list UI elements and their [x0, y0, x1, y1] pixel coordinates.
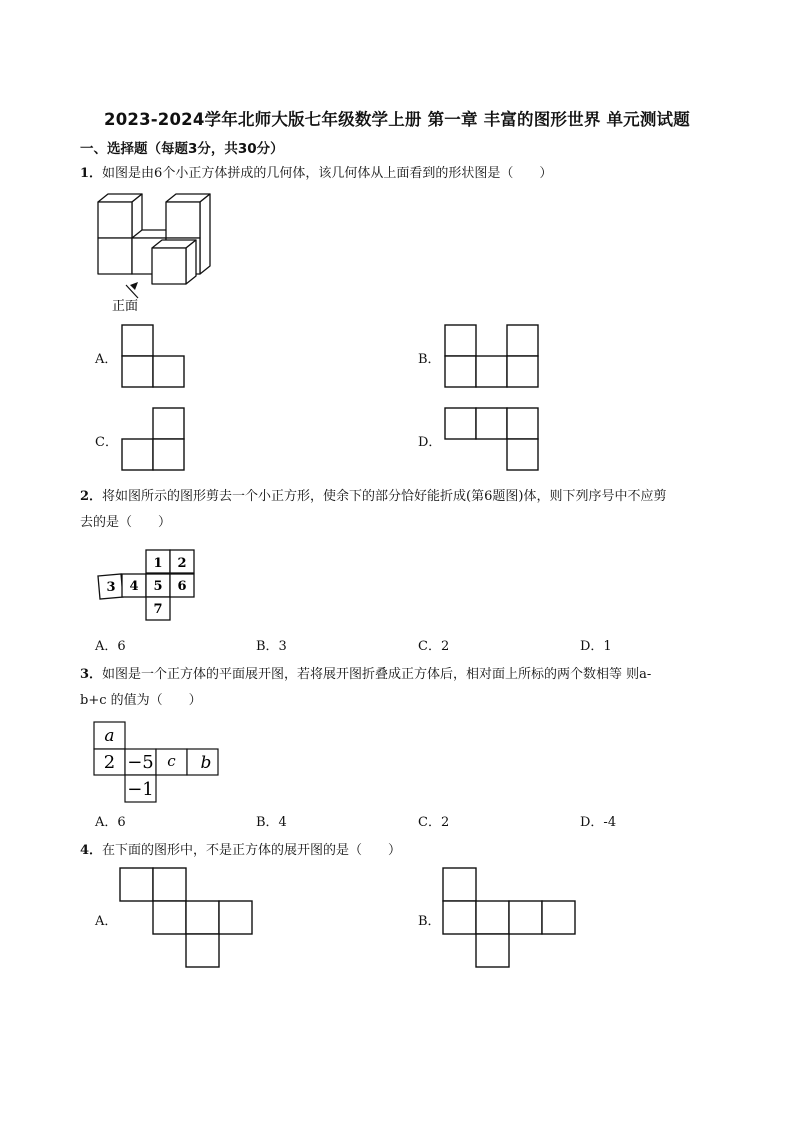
- q2-option-d[interactable]: D．1: [580, 639, 612, 654]
- section-heading: 一、选择题（每题3分，共30分）: [80, 141, 284, 157]
- question-4-text: 在下面的图形中，不是正方体的展开图的是（ ）: [102, 843, 402, 858]
- question-3-text-line1: 如图是一个正方体的平面展开图，若将展开图折叠成正方体后，相对面上所标的两个数相等 则a-: [102, 667, 652, 682]
- question-3-number: 3．: [80, 667, 103, 682]
- q3-cell-neg1: −1: [127, 779, 154, 800]
- q2-option-a[interactable]: A．6: [95, 639, 126, 654]
- question-2-text-line1: 将如图所示的图形剪去一个小正方形，使余下的部分恰好能折成(第6题图)体，则下列序号中不应剪: [102, 489, 667, 504]
- q3-option-c[interactable]: C．2: [418, 815, 450, 830]
- question-1-number: 1．: [80, 166, 103, 181]
- q1-solid-figure: [90, 190, 230, 320]
- front-label: 正面: [112, 299, 139, 314]
- q2-cell-4: 4: [129, 579, 139, 594]
- q3-cell-c: c: [167, 752, 176, 770]
- q2-option-c[interactable]: C．2: [418, 639, 450, 654]
- q1-option-b-label: B．: [418, 352, 441, 367]
- q3-cell-b: b: [200, 753, 212, 773]
- question-2-number: 2．: [80, 489, 103, 504]
- front-arrow-head: [130, 282, 138, 290]
- q3-net-figure: [94, 722, 224, 804]
- q4-option-b-label: B．: [418, 914, 441, 929]
- question-1: [80, 163, 552, 185]
- q1-option-a-figure[interactable]: [122, 325, 192, 395]
- q1-option-c-label: C．: [95, 435, 118, 450]
- question-3-text-line2: b+c 的值为（ ）: [80, 693, 202, 708]
- q1-option-d-figure[interactable]: [445, 408, 545, 478]
- question-4: [80, 840, 401, 862]
- q2-option-b[interactable]: B．3: [256, 639, 287, 654]
- q3-cell-2: 2: [103, 752, 116, 773]
- q4-option-a-label: A．: [95, 914, 118, 929]
- q2-cell-7: 7: [153, 602, 163, 617]
- q2-cell-3: 3: [106, 580, 116, 595]
- q4-option-b-figure[interactable]: [443, 868, 583, 973]
- q3-cell-neg5: −5: [127, 752, 154, 773]
- question-4-number: 4．: [80, 843, 103, 858]
- question-1-text: 如图是由6个小正方体拼成的几何体，该几何体从上面看到的形状图是（ ）: [102, 166, 553, 181]
- q3-option-a[interactable]: A．6: [95, 815, 126, 830]
- q1-option-c-figure[interactable]: [122, 408, 192, 478]
- question-2: [80, 486, 750, 534]
- q2-cell-6: 6: [177, 579, 187, 594]
- q2-cell-2: 2: [177, 556, 187, 571]
- question-3: [80, 664, 750, 712]
- q3-cell-a: a: [104, 726, 115, 746]
- q2-cell-5: 5: [153, 579, 163, 594]
- q4-option-a-figure[interactable]: [120, 868, 260, 973]
- q1-option-b-figure[interactable]: [445, 325, 545, 395]
- q2-cell-1: 1: [153, 556, 163, 571]
- q3-option-b[interactable]: B．4: [256, 815, 287, 830]
- page-title: 2023-2024学年北师大版七年级数学上册 第一章 丰富的图形世界 单元测试题: [104, 110, 690, 129]
- q1-option-a-label: A．: [95, 352, 118, 367]
- question-2-text-line2: 去的是（ ）: [80, 515, 172, 530]
- q1-option-d-label: D．: [418, 435, 442, 450]
- q2-net-figure: [96, 550, 206, 625]
- q3-option-d[interactable]: D．-4: [580, 815, 617, 830]
